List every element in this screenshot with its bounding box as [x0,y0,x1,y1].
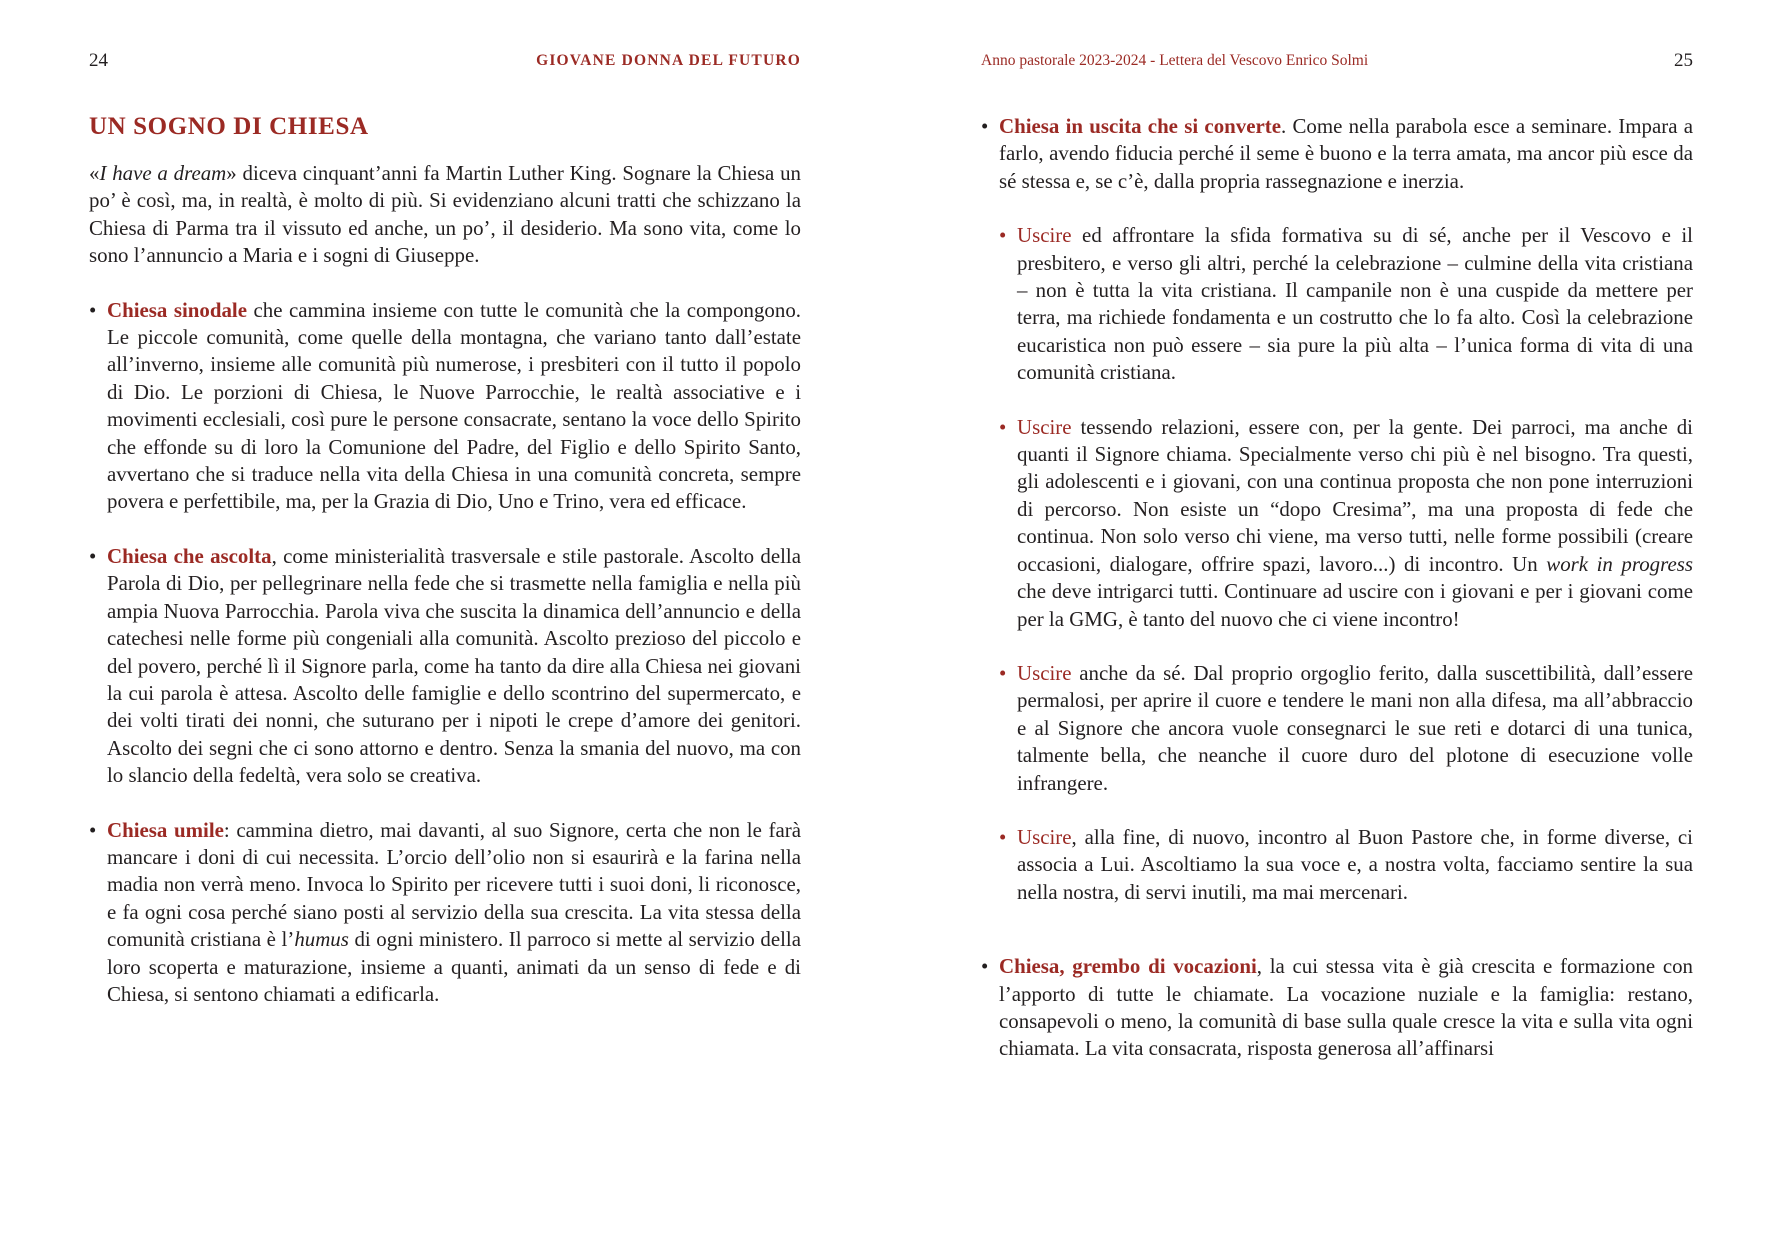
item-keyword: Chiesa in uscita che si converte [999,114,1281,138]
quote-italic: I have a dream [99,161,227,185]
sub-item-uscire [999,660,1693,797]
sub-item-keyword: Uscire [1017,660,1072,685]
item-text: di ogni ministero. Il parroco si mette al servizio della loro scoperta e maturazione, insieme a quanti, animati da un senso di fede e di Chiesa, si sentono chiamati a edificarla. [107,927,801,1006]
right-page-body [981,113,1693,1063]
section-title: UN SOGNO DI CHIESA [89,113,369,140]
running-head: GIOVANE DONNA DEL FUTURO [536,52,801,69]
list-item-chiesa-umile [89,817,801,1009]
sub-list [999,660,1693,797]
sub-list [999,222,1693,386]
sub-list [999,414,1693,633]
sub-item-text: che deve intrigarci tutti. Continuare ad uscire con i giovani e per i giovani come per la GMG, è tanto del nuovo che ci viene incontro! [1017,579,1693,631]
sub-item-text: tessendo relazioni, essere con, per la gente. Dei parroci, ma anche di quanti il Signore chiama. Specialmente verso chi più è nel bisogno. Tra questi, gli adolescenti e i giovani, con una continua proposta che non pone interruzioni di percorso. Non esiste un “dopo Cresima”, ma una proposta di fede che continua. Non solo verso chi viene, ma verso tutti, nelle forme possibili (creare occasioni, dialogare, offrire spazi, lavoro...) di incontro. Un [1017,414,1693,576]
right-page [981,0,1693,1240]
list-item-chiesa-che-ascolta [89,543,801,790]
running-head: Anno pastorale 2023-2024 - Lettera del Vescovo Enrico Solmi [981,52,1369,69]
intro-text: » diceva cinquant’anni fa Martin Luther King. Sognare la Chiesa un po’ è così, ma, in realtà, è molto di più. Si evidenziano alcuni tratti che schizzano la Chiesa di Parma tra il vissuto ed anche, un po’, il desiderio. Ma sono vita, come lo sono l’annuncio a Maria e i sogni di Giuseppe. [89,161,801,268]
sub-item-italic: work in progress [1546,551,1693,576]
quote-open: « [89,161,100,185]
list-item-chiesa-grembo [981,953,1693,1063]
sub-list [999,824,1693,906]
sub-item-uscire [999,222,1693,386]
page-number: 25 [1674,50,1693,71]
item-keyword: Chiesa sinodale [107,297,247,322]
left-page-body [89,112,801,1008]
sub-item-text: anche da sé. Dal proprio orgoglio ferito, dalla suscettibilità, dall’essere permalosi, per aprire il cuore e tendere le mani non alla difesa, ma all’abbraccio e al Signore che ancora vuole consegnarci le sue reti e dotarci di una tunica, talmente bella, che neanche il cuore duro del plotone di esecuzione volle infrangere. [1017,660,1693,795]
item-italic: humus [294,927,349,952]
list-item-chiesa-sinodale [89,297,801,516]
sub-item-text: , alla fine, di nuovo, incontro al Buon Pastore che, in forme diverse, ci associa a Lui. Ascoltiamo la sua voce e, a nostra volta, facciamo sentire la sua nella nostra, di servi inutili, ma mai mercenari. [1017,824,1693,904]
item-keyword: Chiesa che ascolta [107,543,272,568]
item-text: . Come nella parabola esce a seminare. Impara a farlo, avendo fiducia perché il seme è buono e la terra amata, ma ancor più esce da sé stessa e, se c’è, dalla propria rassegnazione e inerzia. [999,114,1693,193]
item-text: : cammina dietro, mai davanti, al suo Signore, certa che non le farà mancare i doni di cui necessita. L’orcio dell’olio non si esaurirà e la farina nella madia non verrà meno. Invoca lo Spirito per ricevere tutti i suoi doni, li riconosce, e fa ogni cosa perché siano posti al servizio della sua crescita. La vita stessa della comunità cristiana è l’ [107,817,801,952]
item-keyword: Chiesa, grembo di vocazioni [999,954,1257,979]
item-text: che cammina insieme con tutte le comunità che la compongono. Le piccole comunità, come quelle della montagna, che variano tanto dall’estate all’inverno, insieme alle comunità più numerose, i presbiteri con il tutto il popolo di Dio. Le porzioni di Chiesa, le Nuove Parrocchie, le realtà associative e i movimenti ecclesiali, così pure le persone consacrate, sentano la voce dello Spirito che effonde su di loro la Comunione del Padre, del Figlio e dello Spirito Santo, avvertano che si traduce nella vita della Chiesa in una comunità concreta, sempre povera e perfettibile, ma, per la Grazia di Dio, Uno e Trino, vera ed efficace. [107,297,801,514]
item-text: , come ministerialità trasversale e stile pastorale. Ascolto della Parola di Dio, per pellegrinare nella fede che si trasmette nella famiglia e nella più ampia Nuova Parrocchia. Parola viva che suscita la dinamica dell’annuncio e della catechesi nelle forme più congeniali alla comunità. Ascolto prezioso del piccolo e del povero, perché lì il Signore parla, come ha tanto da dire alla Chiesa nei giovani la cui parola è attesa. Ascolto delle famiglie e dello scontrino del supermercato, e dei volti tirati dei nonni, che suturano per i nipoti le crepe d’amore dei genitori. Ascolto dei segni che ci sono attorno e dentro. Senza la smania del nuovo, ma con lo slancio della fedeltà, vera solo se creativa. [107,543,801,788]
item-text: , la cui stessa vita è già crescita e formazione con l’apporto di tutte le chiamate. La vocazione nuziale e la famiglia: restano, consapevoli o meno, la comunità di base sulla quale cresce la vita e sulla vita ogni chiamata. La vita consacrata, risposta generosa all’affinarsi [999,954,1693,1061]
page-number: 24 [89,50,108,71]
sub-item-text: ed affrontare la sfida formativa su di sé, anche per il Vescovo e il presbitero, e verso gli altri, perché la celebrazione – culmine della vita cristiana – non è tutta la vita cristiana. Il campanile non è una cuspide da mettere per terra, ma richiede fondamenta e un costrutto che lo fa alto. Così la celebrazione eucaristica non può essere – sia pure la più alta – l’unica forma di vita di una comunità cristiana. [1017,223,1693,385]
item-keyword: Chiesa umile [107,817,224,842]
sub-item-keyword: Uscire [1017,414,1072,439]
intro-paragraph [89,160,801,270]
sub-item-uscire [999,824,1693,906]
sub-item-keyword: Uscire [1017,223,1072,248]
sub-item-uscire [999,414,1693,633]
sub-item-keyword: Uscire [1017,824,1072,849]
list-item-chiesa-in-uscita [981,113,1693,195]
left-page [89,0,801,1240]
